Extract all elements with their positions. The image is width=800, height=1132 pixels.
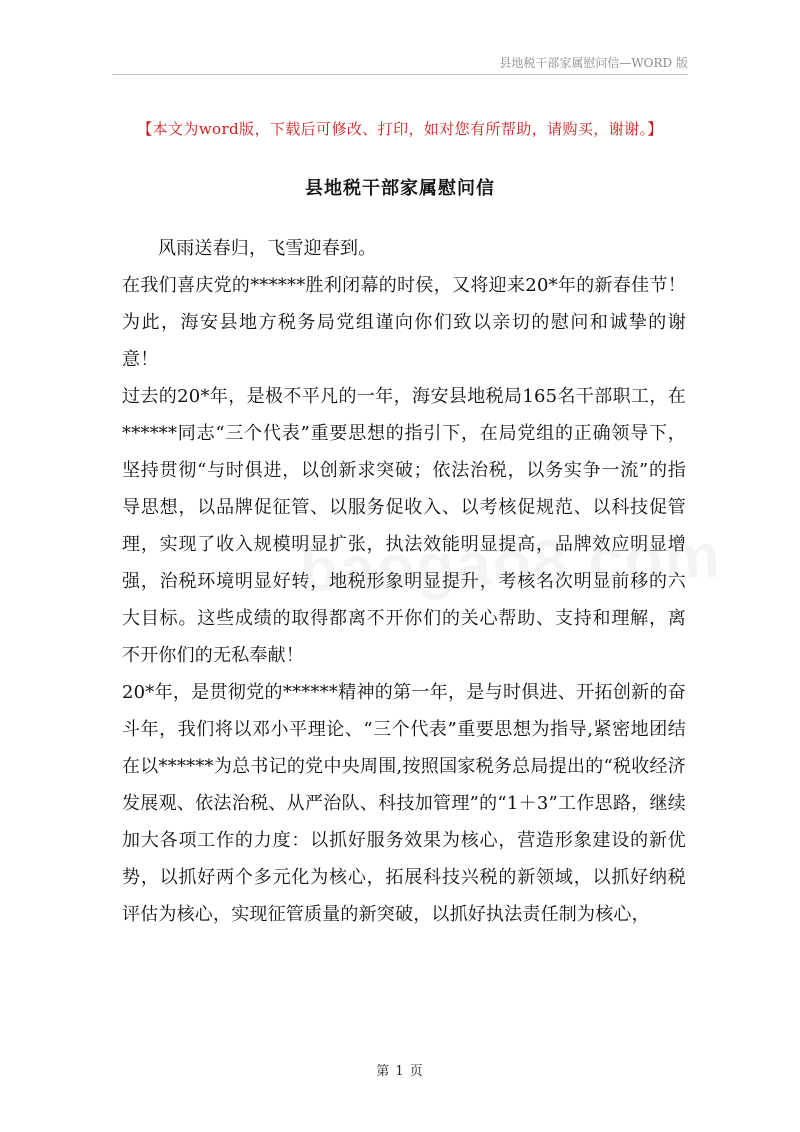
header-rule [112, 74, 688, 75]
running-header: 县地税干部家属慰问信—WORD 版 [499, 56, 688, 70]
paragraph-thanks: 在我们喜庆党的******胜利闭幕的时侯，又将迎来20*年的新春佳节！为此，海安县地方税务局党组谨向你们致以亲切的慰问和诚挚的谢意！ [122, 275, 686, 370]
paragraph-greeting: 风雨送春归，飞雪迎春到。 [158, 238, 377, 259]
paragraph-review: 过去的20*年，是极不平凡的一年，海安县地税局165名干部职工，在******同志“三个代表”重要思想的指引下，在局党组的正确领导下，坚持贯彻“与时俱进，以创新求突破；依法治税，以务实争一流”的指导思想，以品牌促征管、以服务促收入、以考核促规范、以科技促管理，实现了收入规模明显扩张，执法效能明显提高，品牌效应明显增强，治税环境明显好转，地税形象明显提升，考核名次明显前移的六大目标。这些成绩的取得都离不开你们的关心帮助、支持和理解，离不开你们的无私奉献！ [122, 386, 686, 666]
document-title: 县地税干部家属慰问信 [305, 178, 495, 199]
page-number: 第 1 页 [376, 1064, 424, 1079]
purchase-notice: 【本文为word版，下载后可修改、打印，如对您有所帮助，请购买，谢谢。】 [137, 120, 663, 138]
paragraph-plan: 20*年，是贯彻党的******精神的第一年，是与时俱进、开拓创新的奋斗年，我们将以邓小平理论、“三个代表”重要思想为指导,紧密地团结在以******为总书记的党中央周围,按照国家税务总局提出的“税收经济发展观、依法治税、从严治队、科技加管理”的“1＋3”工作思路，继续加大各项工作的力度：以抓好服务效果为核心，营造形象建设的新优势，以抓好两个多元化为核心，拓展科技兴税的新领域，以抓好纳税评估为核心，实现征管质量的新突破，以抓好执法责任制为核心， [122, 682, 686, 925]
document-body [122, 230, 686, 933]
